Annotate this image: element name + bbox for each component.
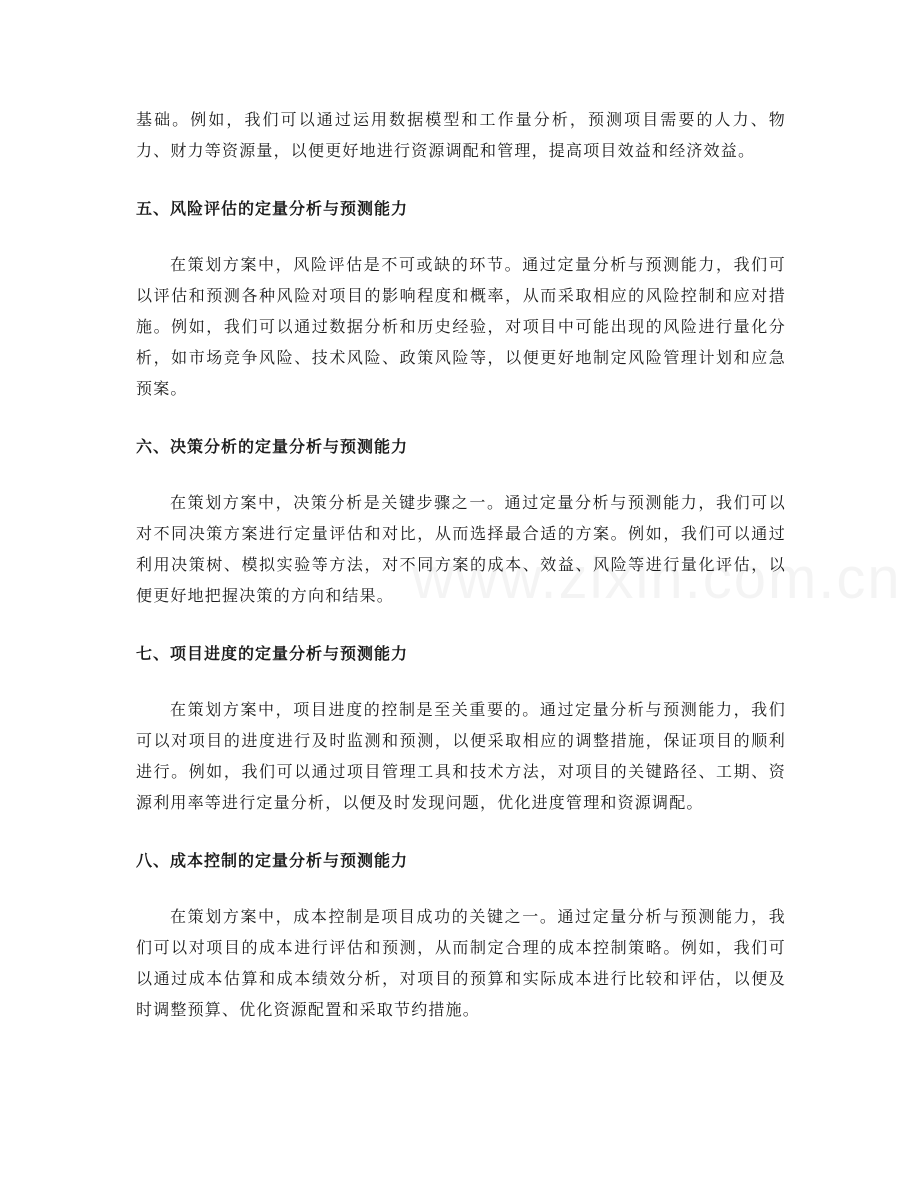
section-6-heading: 六、决策分析的定量分析与预测能力 [136,437,409,456]
section-6-paragraph: 在策划方案中，决策分析是关键步骤之一。通过定量分析与预测能力，我们可以对不同决策方案进行定量评估和对比，从而选择最合适的方案。例如，我们可以通过利用决策树、模拟实验等方法，对不同方案的成本、效益、风险等进行量化评估，以便更好地把握决策的方向和结果。 [136,493,786,605]
section-8-paragraph: 在策划方案中，成本控制是项目成功的关键之一。通过定量分析与预测能力，我们可以对项目的成本进行评估和预测，从而制定合理的成本控制策略。例如，我们可以通过成本估算和成本绩效分析，对项目的预算和实际成本进行比较和评估，以便及时调整预算、优化资源配置和采取节约措施。 [136,907,786,1019]
section-7-heading: 七、项目进度的定量分析与预测能力 [136,644,409,663]
section-8-heading: 八、成本控制的定量分析与预测能力 [136,851,409,870]
section-5-heading: 五、风险评估的定量分析与预测能力 [136,199,409,218]
document-body [136,104,786,1025]
section-7-paragraph: 在策划方案中，项目进度的控制是至关重要的。通过定量分析与预测能力，我们可以对项目的进度进行及时监测和预测，以便采取相应的调整措施，保证项目的顺利进行。例如，我们可以通过项目管理工具和技术方法，对项目的关键路径、工期、资源利用率等进行定量分析，以便及时发现问题，优化进度管理和资源调配。 [136,700,786,812]
section-5-paragraph: 在策划方案中，风险评估是不可或缺的环节。通过定量分析与预测能力，我们可以评估和预测各种风险对项目的影响程度和概率，从而采取相应的风险控制和应对措施。例如，我们可以通过数据分析和历史经验，对项目中可能出现的风险进行量化分析，如市场竞争风险、技术风险、政策风险等，以便更好地制定风险管理计划和应急预案。 [136,255,786,398]
intro-paragraph: 基础。例如，我们可以通过运用数据模型和工作量分析，预测项目需要的人力、物力、财力等资源量，以便更好地进行资源调配和管理，提高项目效益和经济效益。 [136,110,786,160]
